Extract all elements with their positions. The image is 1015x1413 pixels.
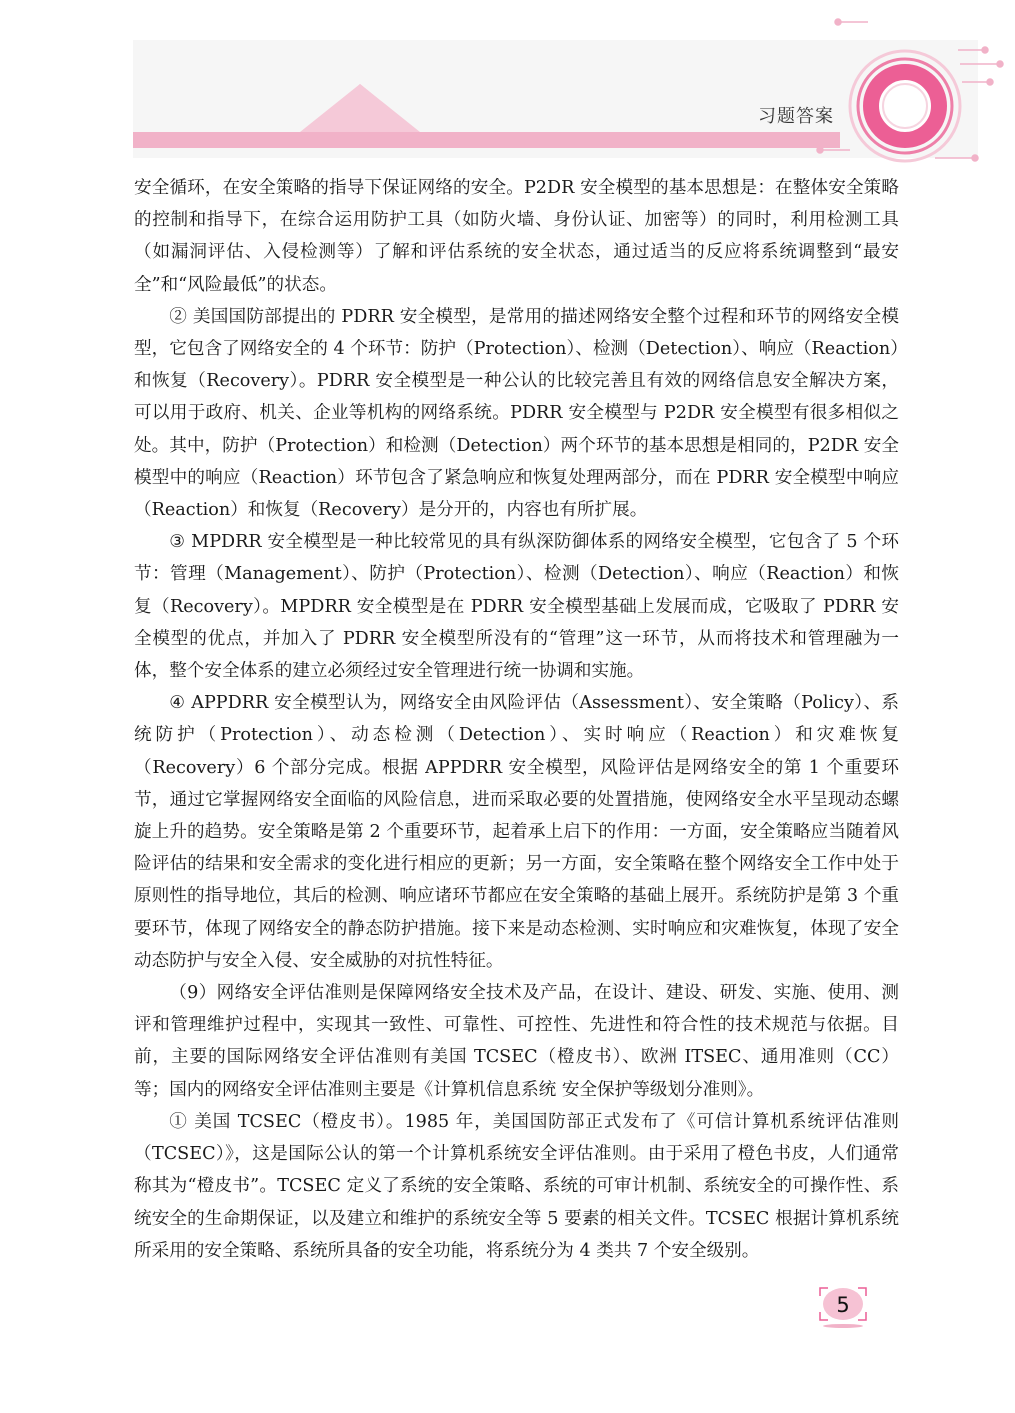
paragraph: ④ APPDRR 安全模型认为，网络安全由风险评估（Assessment）、安全策略（Policy）、系统防护（Protection）、动态检测（Detection）、实时响应（Reaction）和灾难恢复（Recovery）6 个部分完成。根据 APPDRR 安全模型，风险评估是网络安全的第 1 个重要环节，通过它掌握网络安全面临的风险信息，进而采取必要的处置措施，使网络安全水平呈现动态螺旋上升的趋势。安全策略是第 2 个重要环节，起着承上启下的作用：一方面，安全策略应当随着风险评估的结果和安全需求的变化进行相应的更新；另一方面，安全策略在整个网络安全工作中处于原则性的指导地位，其后的检测、响应诸环节都应在安全策略的基础上展开。系统防护是第 3 个重要环节，体现了网络安全的静态防护措施。接下来是动态检测、实时响应和灾难恢复，体现了安全动态防护与安全入侵、安全威胁的对抗性特征。 [134,693,899,971]
page-body [134,172,899,1267]
paragraph: ② 美国国防部提出的 PDRR 安全模型，是常用的描述网络安全整个过程和环节的网络安全模型，它包含了网络安全的 4 个环节：防护（Protection）、检测（Detection）、响应（Reaction）和恢复（Recovery）。PDRR 安全模型是一种公认的比较完善且有效的网络信息安全解决方案，可以用于政府、机关、企业等机构的网络系统。PDRR 安全模型与 P2DR 安全模型有很多相似之处。其中，防护（Protection）和检测（Detection）两个环节的基本思想是相同的，P2DR 安全模型中的响应（Reaction）环节包含了紧急响应和恢复处理两部分，而在 PDRR 安全模型中响应（Reaction）和恢复（Recovery）是分开的，内容也有所扩展。 [134,306,899,521]
paragraph: ① 美国 TCSEC（橙皮书）。1985 年，美国国防部正式发布了《可信计算机系统评估准则（TCSEC）》，这是国际公认的第一个计算机系统安全评估准则。由于采用了橙色书皮，人们通常称其为“橙皮书”。TCSEC 定义了系统的安全策略、系统的可审计机制、系统安全的可操作性、系统安全的生命期保证，以及建立和维护的系统安全等 5 要素的相关文件。TCSEC 根据计算机系统所采用的安全策略、系统所具备的安全功能，将系统分为 4 类共 7 个安全级别。 [134,1111,899,1261]
paragraph: ③ MPDRR 安全模型是一种比较常见的具有纵深防御体系的网络安全模型，它包含了 5 个环节：管理（Management）、防护（Protection）、检测（Detection）、响应（Reaction）和恢复（Recovery）。MPDRR 安全模型是在 PDRR 安全模型基础上发展而成，它吸取了 PDRR 安全模型的优点，并加入了 PDRR 安全模型所没有的“管理”这一环节，从而将技术和管理融为一体，整个安全体系的建立必须经过安全管理进行统一协调和实施。 [134,532,899,682]
header-decoration [0,0,1015,200]
header-ribbon [133,84,840,148]
paragraph: （9）网络安全评估准则是保障网络安全技术及产品，在设计、建设、研发、实施、使用、测评和管理维护过程中，实现其一致性、可靠性、可控性、先进性和符合性的技术规范与依据。目前，主要的国际网络安全评估准则有美国 TCSEC（橙皮书）、欧洲 ITSEC、通用准则（CC）等；国内的网络安全评估准则主要是《计算机信息系统 安全保护等级划分准则》。 [134,983,899,1100]
paragraph: 安全循环，在安全策略的指导下保证网络的安全。P2DR 安全模型的基本思想是：在整体安全策略的控制和指导下，在综合运用防护工具（如防火墙、身份认证、加密等）的同时，利用检测工具（如漏洞评估、入侵检测等）了解和评估系统的安全状态，通过适当的反应将系统调整到“最安全”和“风险最低”的状态。 [134,178,899,295]
header-ring-inner [883,84,927,128]
header-title: 习题答案 [758,106,834,127]
page-number: 5 [836,1293,850,1317]
header-ribbon-light [300,84,420,132]
